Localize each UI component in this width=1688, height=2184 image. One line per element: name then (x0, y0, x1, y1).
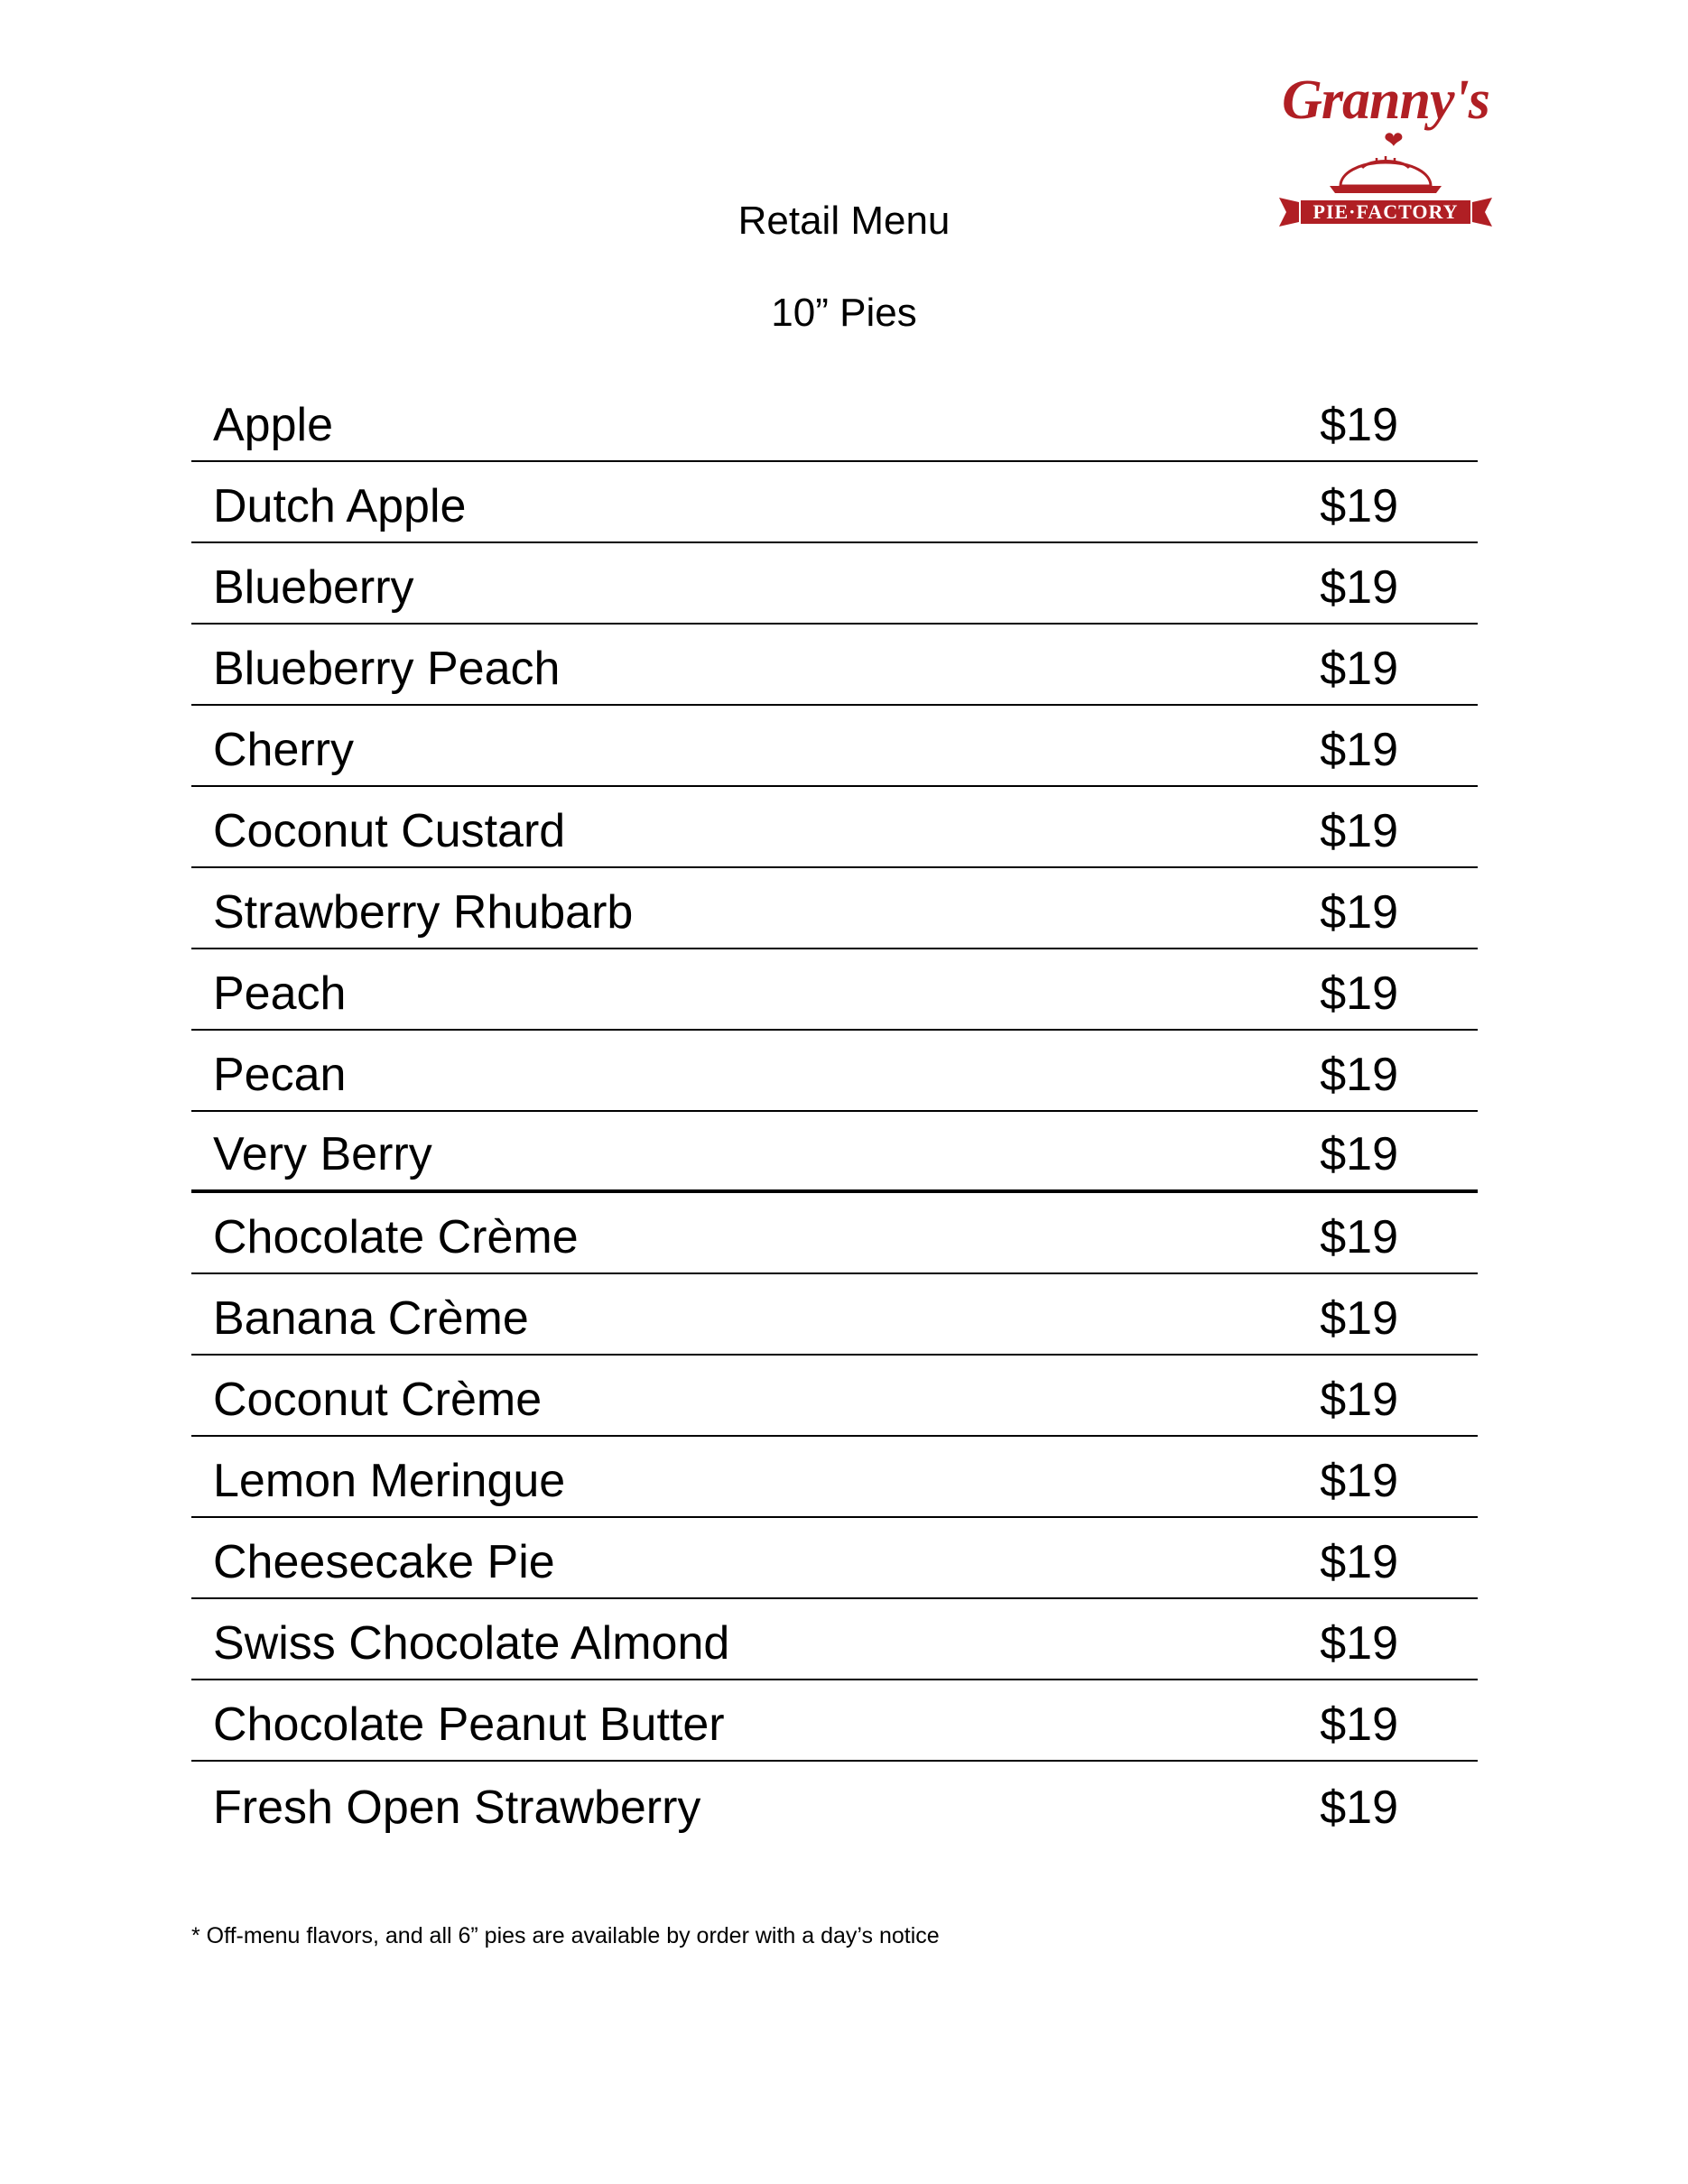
menu-item-price: $19 (1320, 1128, 1398, 1180)
menu-item-row (191, 625, 1478, 706)
menu-item-price: $19 (1320, 561, 1398, 614)
menu-item-price: $19 (1320, 1374, 1398, 1426)
menu-item-row (191, 1112, 1478, 1193)
menu-item-name: Fresh Open Strawberry (213, 1781, 701, 1834)
menu-item-row (191, 1518, 1478, 1599)
page-subtitle: 10” Pies (771, 291, 917, 335)
menu-item-name: Lemon Meringue (213, 1455, 566, 1507)
footnote-text: * Off-menu flavors, and all 6” pies are available by order with a day’s notice (191, 1923, 940, 1948)
menu-item-name: Pecan (213, 1049, 347, 1101)
menu-item-price: $19 (1320, 1536, 1398, 1588)
menu-item-row (191, 543, 1478, 625)
menu-item-name: Cheesecake Pie (213, 1536, 555, 1588)
menu-item-row (191, 1274, 1478, 1356)
menu-item-price: $19 (1320, 886, 1398, 939)
menu-item-row (191, 868, 1478, 949)
menu-item-row (191, 381, 1478, 462)
pie-illustration-icon (1322, 146, 1449, 197)
menu-item-name: Blueberry (213, 561, 414, 614)
menu-item-price: $19 (1320, 1781, 1398, 1834)
menu-item-name: Apple (213, 399, 333, 451)
menu-item-price: $19 (1320, 1698, 1398, 1751)
menu-item-row (191, 1031, 1478, 1112)
menu-item-price: $19 (1320, 967, 1398, 1020)
menu-item-price: $19 (1320, 480, 1398, 532)
menu-item-row (191, 706, 1478, 787)
logo-brand-text: Granny's (1282, 69, 1489, 131)
menu-item-price: $19 (1320, 1211, 1398, 1263)
menu-item-row (191, 949, 1478, 1031)
menu-item-name: Blueberry Peach (213, 643, 561, 695)
menu-list (191, 381, 1478, 1843)
menu-item-name: Coconut Custard (213, 805, 566, 857)
heart-icon: ❤ (1384, 126, 1404, 153)
menu-item-name: Swiss Chocolate Almond (213, 1617, 730, 1670)
menu-item-price: $19 (1320, 724, 1398, 776)
page-title: Retail Menu (737, 199, 951, 243)
menu-item-name: Very Berry (213, 1128, 432, 1180)
menu-item-price: $19 (1320, 1292, 1398, 1345)
menu-item-name: Coconut Crème (213, 1374, 543, 1426)
menu-item-name: Peach (213, 967, 347, 1020)
menu-item-price: $19 (1320, 1617, 1398, 1670)
menu-item-row (191, 787, 1478, 868)
menu-item-price: $19 (1320, 805, 1398, 857)
menu-item-row (191, 1193, 1478, 1274)
menu-item-price: $19 (1320, 399, 1398, 451)
menu-item-name: Banana Crème (213, 1292, 529, 1345)
menu-item-name: Chocolate Crème (213, 1211, 579, 1263)
menu-item-price: $19 (1320, 643, 1398, 695)
menu-item-row (191, 1356, 1478, 1437)
menu-item-row (191, 1437, 1478, 1518)
menu-item-name: Dutch Apple (213, 480, 467, 532)
menu-item-name: Chocolate Peanut Butter (213, 1698, 725, 1751)
menu-item-row (191, 462, 1478, 543)
menu-item-price: $19 (1320, 1049, 1398, 1101)
logo-ribbon-text: PIE·FACTORY (1312, 200, 1459, 223)
menu-item-name: Strawberry Rhubarb (213, 886, 634, 939)
menu-item-name: Cherry (213, 724, 355, 776)
menu-item-row (191, 1762, 1478, 1843)
menu-item-row (191, 1599, 1478, 1680)
menu-item-price: $19 (1320, 1455, 1398, 1507)
menu-item-row (191, 1680, 1478, 1762)
